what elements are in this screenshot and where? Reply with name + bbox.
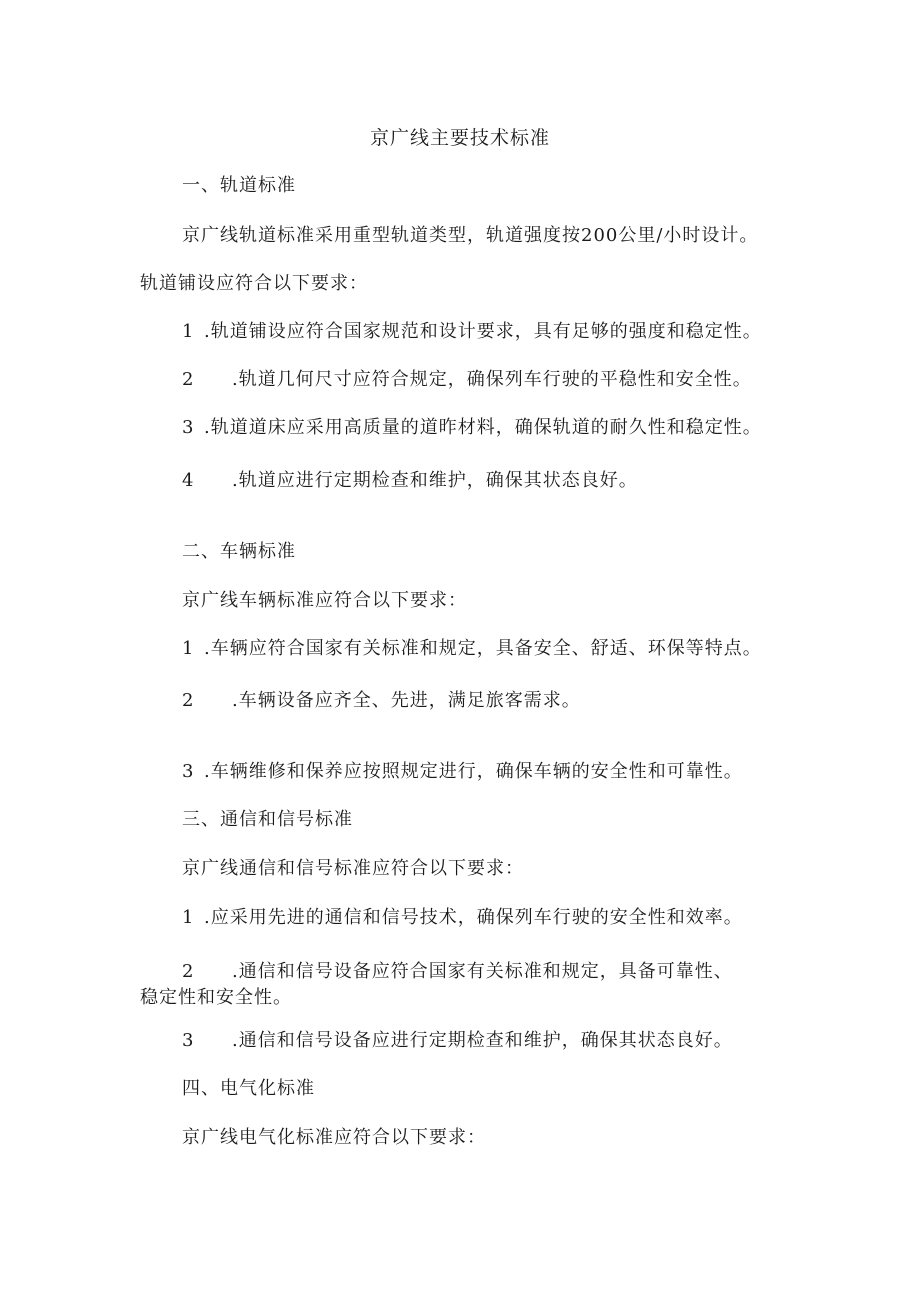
- list-item: [182, 689, 581, 713]
- list-item-number: 4: [182, 470, 195, 491]
- list-item-number: 3: [182, 1030, 195, 1051]
- list-item-text: .车辆设备应齐全、先进，满足旅客需求。: [232, 690, 581, 711]
- section-intro-signal: 京广线通信和信号标准应符合以下要求：: [182, 858, 524, 879]
- list-item: [182, 368, 752, 392]
- list-item-text: .通信和信号设备应进行定期检查和维护，确保其状态良好。: [232, 1030, 733, 1051]
- list-item-continuation: 稳定性和安全性。: [140, 987, 292, 1008]
- list-item-number: 3: [182, 761, 195, 782]
- list-item: [182, 637, 762, 661]
- list-item-number: 1: [182, 638, 195, 659]
- section-intro-track-line2: 轨道铺设应符合以下要求：: [140, 273, 368, 294]
- list-item-number: 2: [182, 961, 195, 982]
- section-heading-vehicle: 二、车辆标准: [182, 541, 296, 562]
- list-item-text: .轨道几何尺寸应符合规定，确保列车行驶的平稳性和安全性。: [232, 369, 752, 390]
- list-item: [182, 320, 762, 344]
- list-item: [182, 760, 743, 784]
- list-item-text: .轨道道床应采用高质量的道昨材料，确保轨道的耐久性和稳定性。: [204, 417, 762, 438]
- section-heading-track: 一、轨道标准: [182, 175, 296, 196]
- list-item-text: .车辆应符合国家有关标准和规定，具备安全、舒适、环保等特点。: [204, 638, 762, 659]
- list-item: [182, 416, 762, 440]
- list-item-number: 1: [182, 321, 195, 342]
- section-heading-electrification: 四、电气化标准: [182, 1078, 315, 1099]
- list-item: [182, 1029, 733, 1053]
- section-intro-track-line1: 京广线轨道标准采用重型轨道类型，轨道强度按200公里/小时设计。: [182, 225, 759, 246]
- section-heading-signal: 三、通信和信号标准: [182, 809, 353, 830]
- list-item: [182, 960, 733, 984]
- list-item-text: .轨道铺设应符合国家规范和设计要求，具有足够的强度和稳定性。: [204, 321, 762, 342]
- list-item-number: 1: [182, 907, 195, 928]
- section-intro-electrification: 京广线电气化标准应符合以下要求：: [182, 1127, 486, 1148]
- list-item-text: .车辆维修和保养应按照规定进行，确保车辆的安全性和可靠性。: [204, 761, 743, 782]
- list-item-text: .轨道应进行定期检查和维护，确保其状态良好。: [232, 470, 638, 491]
- list-item-number: 2: [182, 690, 195, 711]
- list-item-text: .通信和信号设备应符合国家有关标准和规定，具备可靠性、: [232, 961, 733, 982]
- list-item: [182, 906, 743, 930]
- list-item: [182, 469, 638, 493]
- list-item-number: 3: [182, 417, 195, 438]
- section-intro-vehicle: 京广线车辆标准应符合以下要求：: [182, 590, 467, 611]
- list-item-text: .应采用先进的通信和信号技术，确保列车行驶的安全性和效率。: [204, 907, 743, 928]
- document-title: 京广线主要技术标准: [369, 127, 550, 149]
- list-item-number: 2: [182, 369, 195, 390]
